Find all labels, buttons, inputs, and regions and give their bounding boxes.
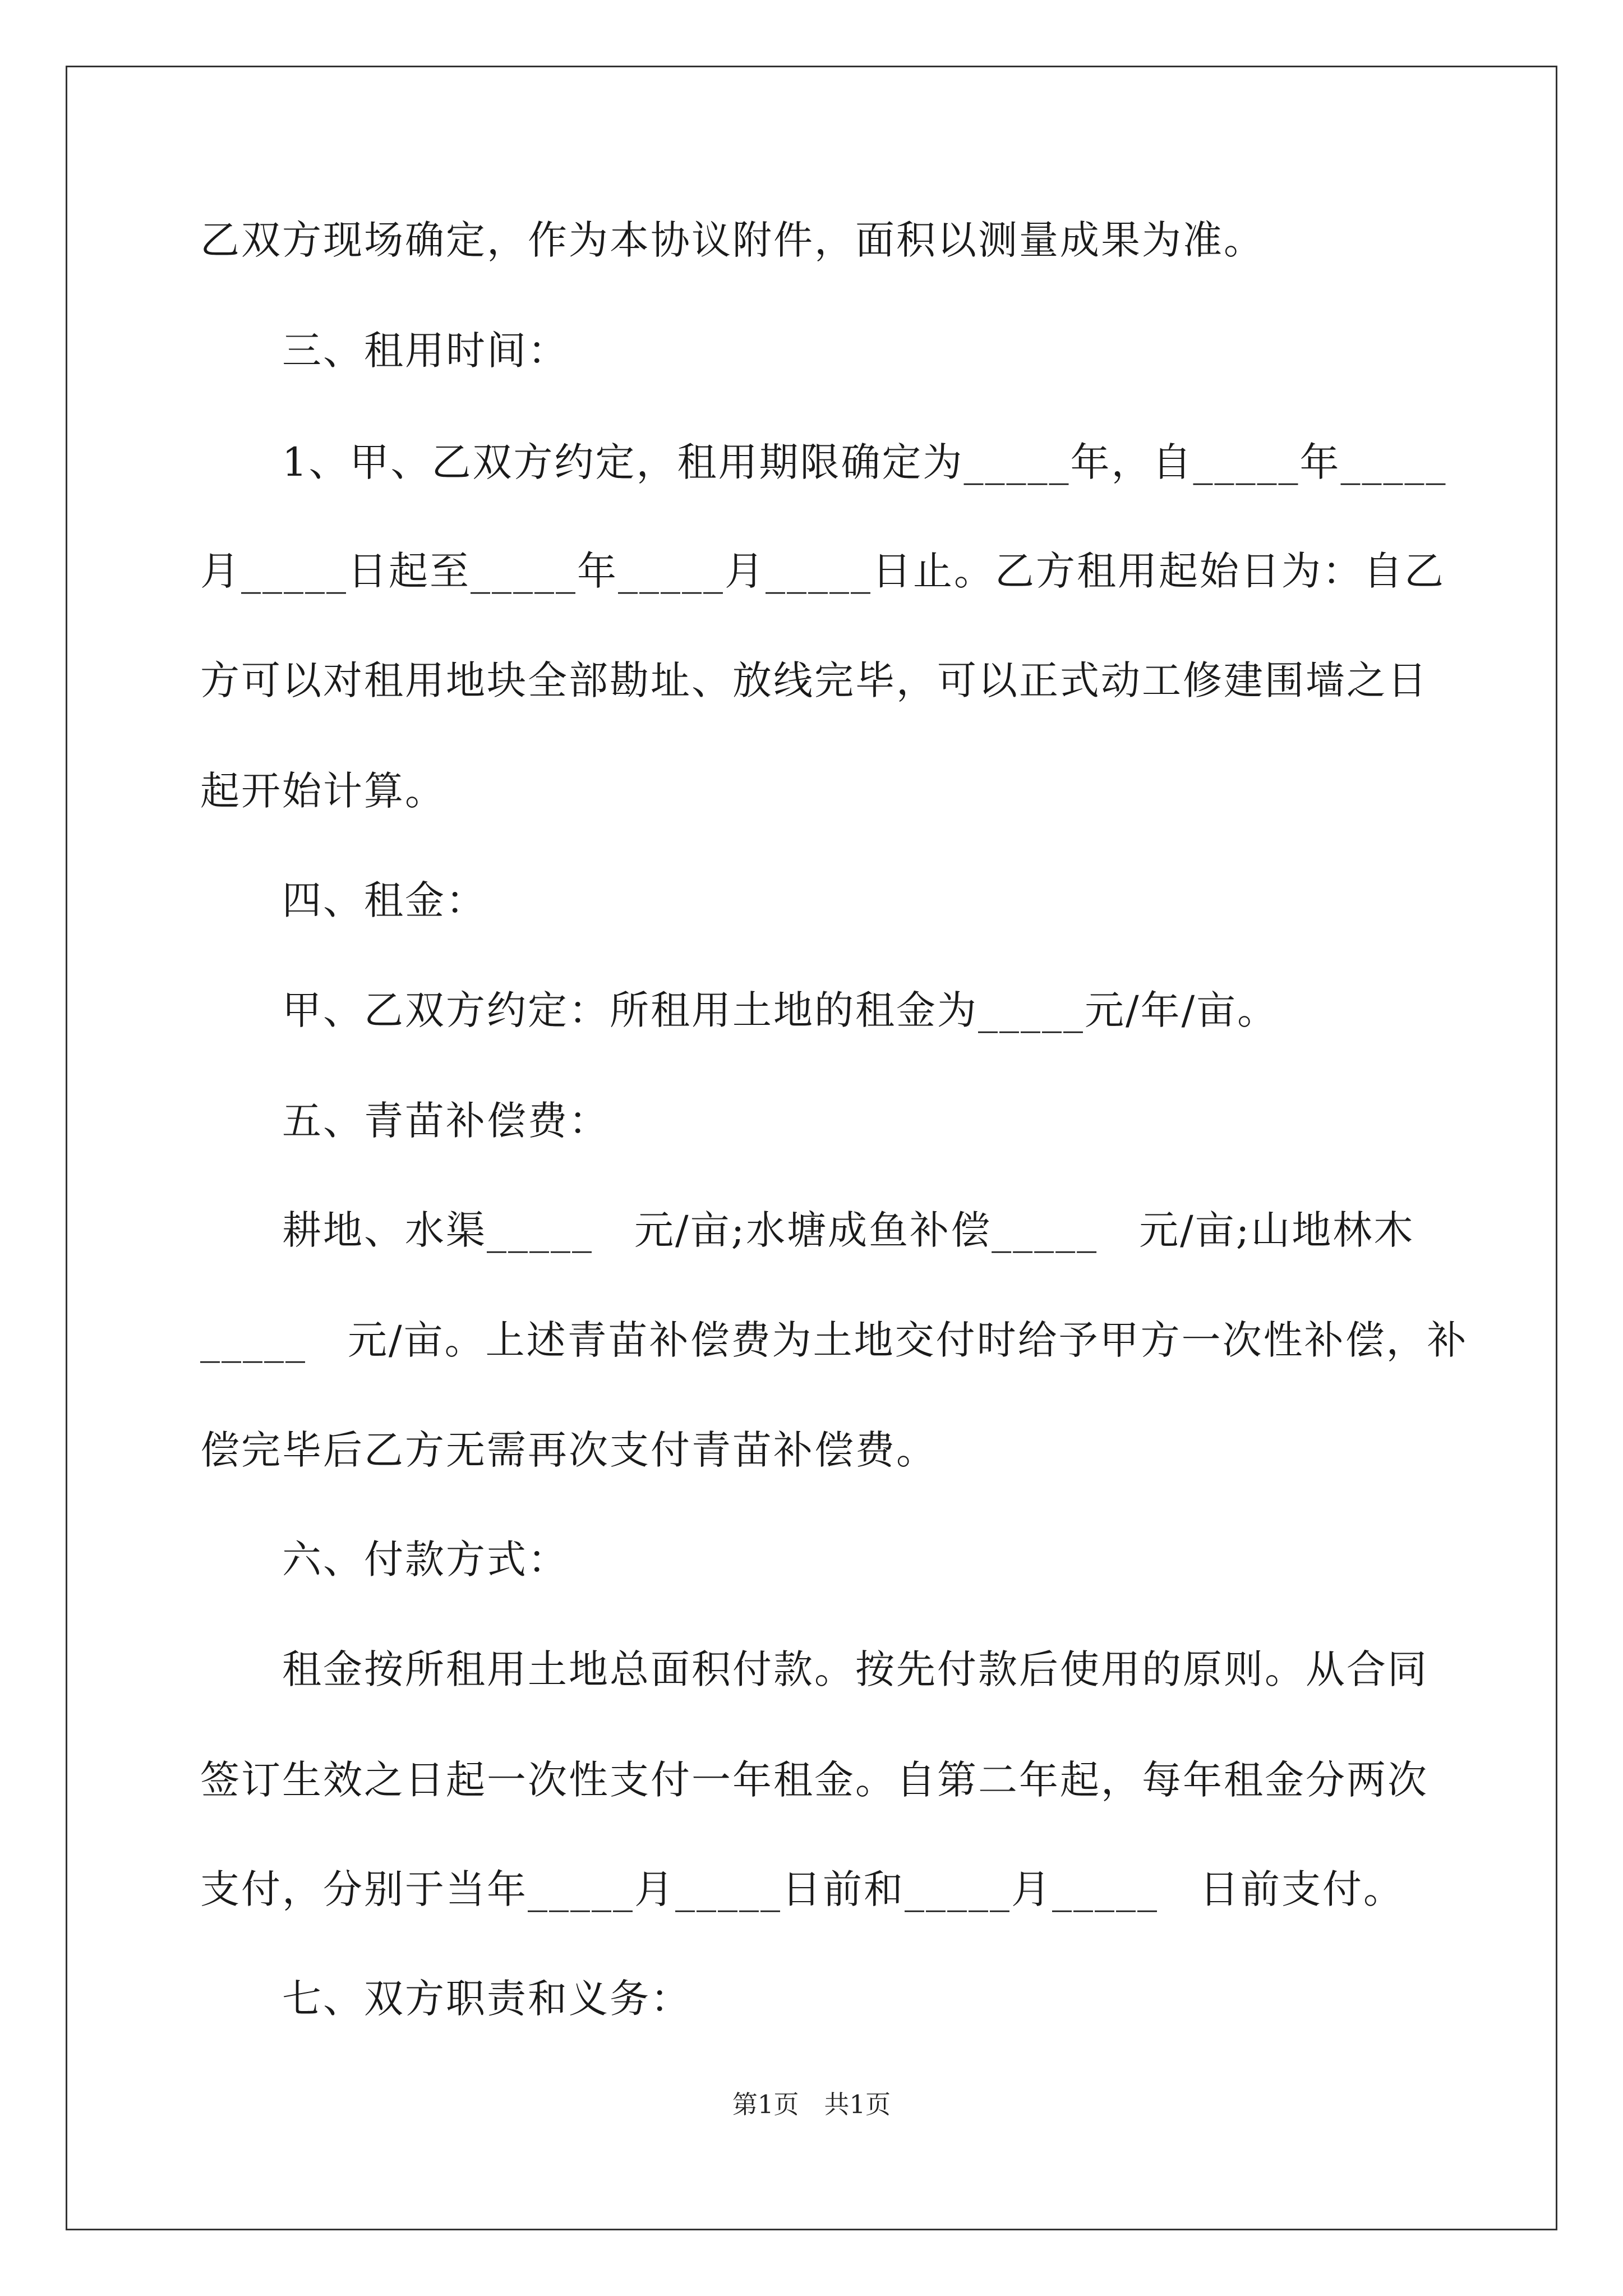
section-heading: 五、青苗补偿费： (200, 1098, 610, 1144)
page-number: 第1页 共1页 (732, 2090, 891, 2119)
text-line: 租金按所租用土地总面积付款。按先付款后使用的原则。从合同 (200, 1646, 1428, 1692)
text-line: 耕地、水渠_____ 元/亩;水塘成鱼补偿_____ 元/亩;山地林木 (200, 1207, 1415, 1253)
section-heading: 七、双方职责和义务： (200, 1976, 691, 2022)
text-line: 月_____日起至_____年_____月_____日止。乙方租用起始日为：自乙 (200, 548, 1445, 594)
text-line: 支付，分别于当年_____月_____日前和_____月_____ 日前支付。 (200, 1866, 1404, 1912)
section-heading: 四、租金： (200, 877, 487, 923)
text-line: _____ 元/亩。上述青苗补偿费为土地交付时给予甲方一次性补偿，补 (200, 1317, 1468, 1363)
text-line: 方可以对租用地块全部勘址、放线完毕，可以正式动工修建围墙之日 (200, 657, 1428, 703)
text-line: 偿完毕后乙方无需再次支付青苗补偿费。 (200, 1427, 937, 1473)
text-line: 甲、乙双方约定：所租用土地的租金为_____元/年/亩。 (200, 987, 1279, 1033)
section-heading: 六、付款方式： (200, 1536, 569, 1582)
text-line: 三、租用时间： (200, 328, 569, 374)
text-line: 起开始计算。 (200, 768, 446, 814)
text-line: 1、甲、乙双方约定，租用期限确定为_____年，自_____年_____ (200, 439, 1447, 485)
text-line: 签订生效之日起一次性支付一年租金。自第二年起，每年租金分两次 (200, 1757, 1428, 1803)
text-line: 乙双方现场确定，作为本协议附件，面积以测量成果为准。 (200, 217, 1265, 263)
